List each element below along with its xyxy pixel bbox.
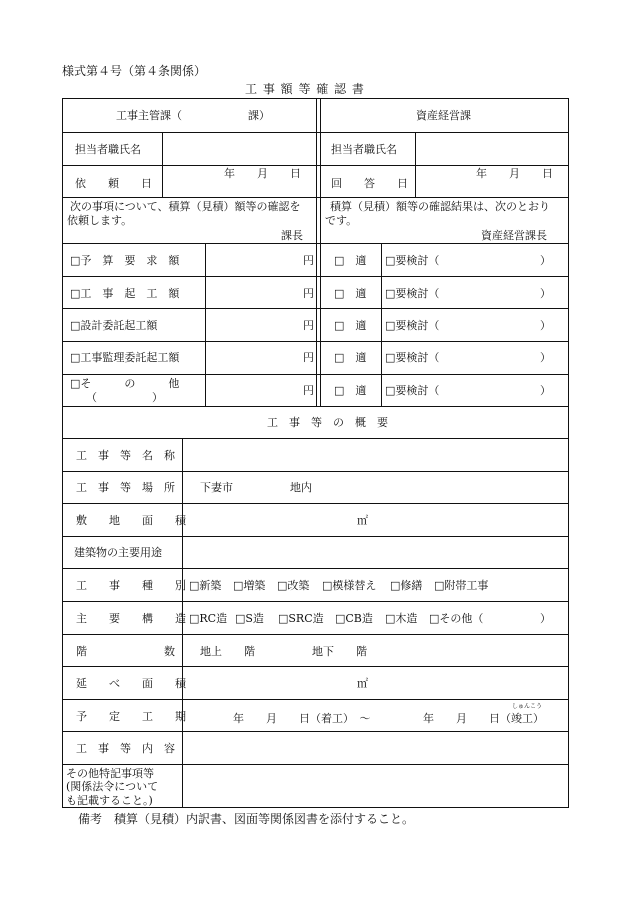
- review-close: ）: [540, 319, 551, 332]
- amount-unit: 円: [303, 254, 314, 267]
- amount-unit: 円: [303, 319, 314, 332]
- amount-other-paren[interactable]: （ ）: [86, 391, 163, 404]
- requester-date-label: 依 頼 日: [75, 177, 152, 190]
- review-checkbox[interactable]: □要検討（: [385, 319, 440, 332]
- requester-person-field[interactable]: [163, 133, 315, 164]
- type-repair-checkbox[interactable]: □修繕: [390, 579, 423, 592]
- floor-area-label: 延 べ 面 積: [76, 677, 186, 690]
- amount-unit: 円: [303, 384, 314, 397]
- requester-dept-label: 工事主管課（: [116, 109, 182, 122]
- reviewer-date-field[interactable]: 年 月 日: [476, 167, 553, 180]
- usage-label: 建築物の主要用途: [74, 546, 162, 559]
- structure-s-checkbox[interactable]: □S造: [235, 612, 264, 625]
- ok-checkbox[interactable]: □ 適: [334, 254, 367, 267]
- reviewer-statement-1: 積算（見積）額等の確認結果は、次のとおり: [330, 200, 550, 213]
- structure-src-checkbox[interactable]: □SRC造: [278, 612, 324, 625]
- site-area-unit: ㎡: [357, 514, 368, 527]
- reviewer-person-label: 担当者職氏名: [331, 143, 397, 156]
- amount-unit: 円: [303, 351, 314, 364]
- amount-unit: 円: [303, 287, 314, 300]
- review-close: ）: [540, 287, 551, 300]
- requester-person-label: 担当者職氏名: [75, 143, 141, 156]
- content-label: 工 事 等 内 容: [76, 742, 175, 755]
- review-close: ）: [540, 384, 551, 397]
- amount-label[interactable]: □工事監理委託起工額: [70, 351, 180, 364]
- reviewer-dept: 資産経営課: [416, 109, 471, 122]
- amount-label[interactable]: □予 算 要 求 額: [70, 254, 180, 267]
- schedule-ruby: しゅんこう: [512, 703, 543, 710]
- reviewer-person-field[interactable]: [416, 133, 568, 164]
- place-city: 下妻市: [200, 481, 233, 494]
- schedule-label: 予 定 工 期: [76, 710, 186, 723]
- requester-date-field[interactable]: 年 月 日: [224, 167, 301, 180]
- structure-other-checkbox[interactable]: □その他（: [429, 612, 484, 625]
- overview-title: 工 事 等 の 概 要: [267, 416, 388, 429]
- form-title: 工 事 額 等 確 認 書: [245, 82, 365, 96]
- structure-cb-checkbox[interactable]: □CB造: [335, 612, 373, 625]
- floors-label: 階 数: [76, 645, 175, 658]
- ok-checkbox[interactable]: □ 適: [334, 287, 367, 300]
- amount-label[interactable]: □設計委託起工額: [70, 319, 158, 332]
- review-close: ）: [540, 254, 551, 267]
- structure-rc-checkbox[interactable]: □RC造: [189, 612, 228, 625]
- form-number: 様式第４号（第４条関係）: [62, 64, 207, 78]
- place-label: 工 事 等 場 所: [76, 481, 175, 494]
- type-new-checkbox[interactable]: □新築: [189, 579, 222, 592]
- requester-signer: 課長: [281, 229, 303, 242]
- type-label: 工 事 種 別: [76, 579, 186, 592]
- name-label: 工 事 等 名 称: [76, 449, 175, 462]
- structure-close: ）: [540, 612, 551, 625]
- other-label-2: (関係法令について: [66, 780, 159, 793]
- review-close: ）: [540, 351, 551, 364]
- site-area-label: 敷 地 面 積: [76, 514, 186, 527]
- type-rebuild-checkbox[interactable]: □改築: [277, 579, 310, 592]
- reviewer-date-label: 回 答 日: [331, 177, 408, 190]
- place-suffix: 地内: [290, 481, 312, 494]
- review-checkbox[interactable]: □要検討（: [385, 254, 440, 267]
- reviewer-signer: 資産経営課長: [481, 229, 547, 242]
- ok-checkbox[interactable]: □ 適: [334, 351, 367, 364]
- review-checkbox[interactable]: □要検討（: [385, 287, 440, 300]
- type-ancillary-checkbox[interactable]: □附帯工事: [434, 579, 489, 592]
- reviewer-statement-2: です。: [325, 214, 358, 227]
- floor-area-unit: ㎡: [357, 677, 368, 690]
- other-label-1: その他特記事項等: [66, 767, 154, 780]
- requester-statement-1: 次の事項について、積算（見積）額等の確認を: [70, 200, 301, 213]
- amount-label[interactable]: □そ の 他: [70, 377, 180, 390]
- note: 備考 積算（見積）内訳書、図面等関係図書を添付すること。: [78, 812, 415, 826]
- schedule-start[interactable]: 年 月 日（着工） ～: [233, 712, 371, 725]
- requester-dept-suffix: 課）: [248, 109, 270, 122]
- requester-statement-2: 依頼します。: [67, 214, 133, 227]
- type-extension-checkbox[interactable]: □増築: [233, 579, 266, 592]
- other-field[interactable]: [183, 765, 568, 807]
- ok-checkbox[interactable]: □ 適: [334, 384, 367, 397]
- structure-label: 主 要 構 造: [76, 612, 186, 625]
- floors-above[interactable]: 地上 階: [200, 645, 255, 658]
- name-field[interactable]: [183, 439, 568, 470]
- review-checkbox[interactable]: □要検討（: [385, 351, 440, 364]
- usage-field[interactable]: [183, 537, 568, 567]
- content-field[interactable]: [183, 732, 568, 763]
- review-checkbox[interactable]: □要検討（: [385, 384, 440, 397]
- structure-wood-checkbox[interactable]: □木造: [385, 612, 418, 625]
- amount-label[interactable]: □工 事 起 工 額: [70, 287, 180, 300]
- floors-below[interactable]: 地下 階: [312, 645, 367, 658]
- ok-checkbox[interactable]: □ 適: [334, 319, 367, 332]
- type-remodel-checkbox[interactable]: □模様替え: [322, 579, 377, 592]
- schedule-end[interactable]: 年 月 日（竣工）: [423, 712, 544, 725]
- other-label-3: も記載すること。): [66, 794, 153, 807]
